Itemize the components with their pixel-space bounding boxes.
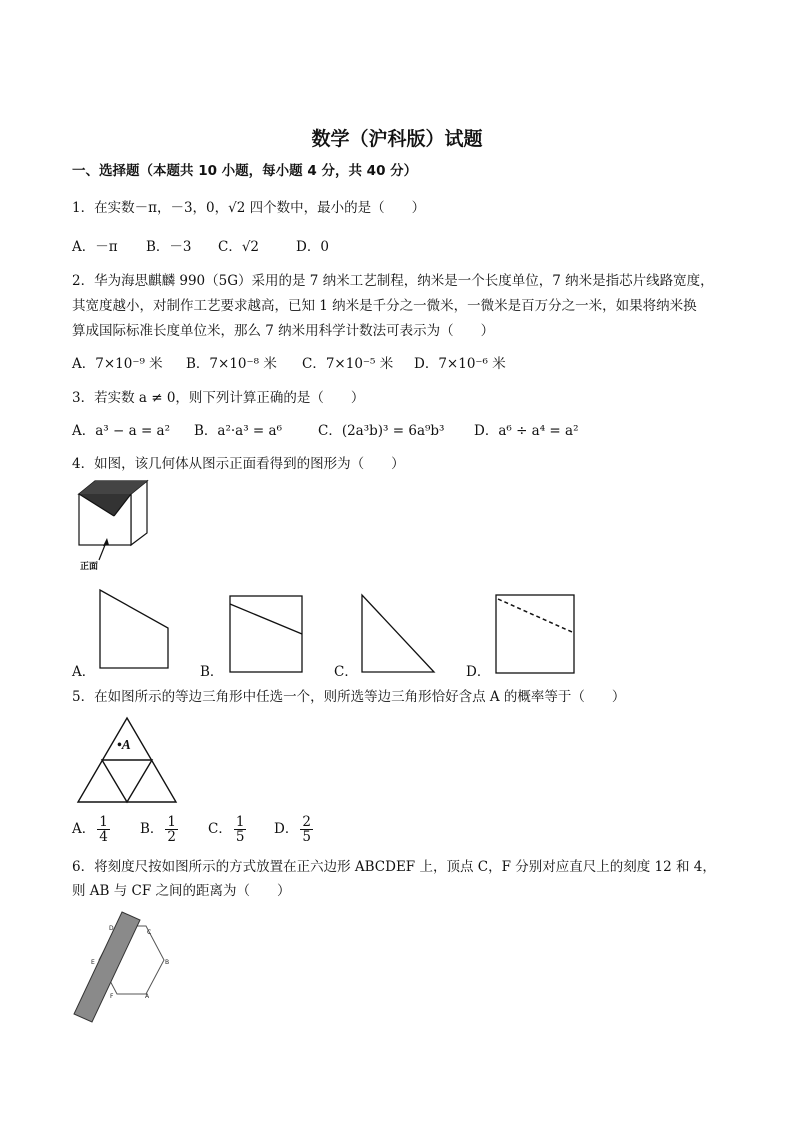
q3-option-a: A．a³ − a = a²: [72, 423, 171, 439]
q5-option-a-letter: A．: [72, 821, 96, 837]
page-title: 数学（沪科版）试题: [311, 128, 483, 150]
q2-option-b: B．7×10⁻⁸ 米: [186, 356, 277, 372]
denominator: 4: [99, 829, 108, 845]
q2-line-2: 其宽度越小，对制作工艺要求越高，已知 1 纳米是千分之一微米，一微米是百万分之一米，如果将纳米换: [72, 298, 697, 314]
q4-stem: 4．如图，该几何体从图示正面看得到的图形为（ ）: [72, 456, 405, 472]
hex-label-e: E: [91, 959, 95, 966]
hex-label-d: D: [109, 925, 114, 932]
hex-label-f: F: [110, 993, 114, 1000]
q2-line-1: 2．华为海思麒麟 990（5G）采用的是 7 纳米工艺制程，纳米是一个长度单位，7 纳米是指芯片线路宽度，: [72, 273, 714, 289]
q5-option-c-fraction: [234, 815, 247, 844]
q1-option-c: C．√2: [218, 239, 260, 255]
q5-option-d: [274, 815, 315, 844]
q1-option-a: A．－π: [72, 239, 118, 255]
q5-option-c: [208, 815, 248, 844]
q5-triangle-figure: [72, 714, 182, 806]
hex-label-a: A: [145, 993, 150, 1000]
q2-line-3: 算成国际标准长度单位米，那么 7 纳米用科学计数法可表示为（ ）: [72, 323, 495, 339]
numerator: 1: [235, 814, 245, 830]
q5-option-a-fraction: [97, 815, 110, 844]
q4-option-a-figure: [98, 588, 170, 670]
denominator: 2: [167, 829, 177, 845]
denominator: 5: [302, 829, 311, 845]
numerator: 1: [99, 814, 108, 830]
q4-option-a: A．: [72, 664, 96, 680]
q5-option-b-letter: B．: [140, 821, 164, 837]
q4-option-c: C．: [334, 664, 358, 680]
q1-stem: 1．在实数－π，－3，0，√2 四个数中，最小的是（ ）: [72, 200, 426, 216]
q6-ruler-hexagon-figure: [72, 908, 182, 1024]
q2-option-d: D．7×10⁻⁶ 米: [414, 356, 506, 372]
q5-stem: 5．在如图所示的等边三角形中任选一个，则所选等边三角形恰好含点 A 的概率等于（ ）: [72, 689, 626, 705]
q5-option-d-fraction: [300, 815, 313, 844]
q5-option-a: [72, 815, 112, 844]
hex-label-c: C: [147, 929, 152, 936]
q4-option-b-figure: [228, 594, 304, 674]
q4-option-d-figure: [494, 592, 576, 676]
q4-option-c-figure: [358, 592, 438, 676]
q2-option-a: A．7×10⁻⁹ 米: [72, 356, 163, 372]
hex-label-b: B: [165, 959, 170, 966]
q5-option-b-fraction: [165, 815, 178, 844]
front-view-label: 正面: [80, 562, 99, 572]
numerator: 1: [167, 814, 177, 830]
denominator: 5: [235, 829, 245, 845]
q4-option-d: D．: [466, 664, 491, 680]
section-heading: 一、选择题（本题共 10 小题，每小题 4 分，共 40 分）: [72, 163, 418, 179]
numerator: 2: [302, 814, 311, 830]
q4-option-b: B．: [200, 664, 224, 680]
q2-option-c: C．7×10⁻⁵ 米: [302, 356, 394, 372]
point-a-label: •A: [117, 737, 131, 752]
q3-option-b: B．a²·a³ = a⁶: [194, 423, 282, 439]
q3-stem: 3．若实数 a ≠ 0，则下列计算正确的是（ ）: [72, 390, 365, 406]
q6-line-1: 6．将刻度尺按如图所示的方式放置在正六边形 ABCDEF 上，顶点 C，F 分别对应直尺上的刻度 12 和 4，: [72, 859, 716, 875]
q1-option-d: D．0: [296, 239, 329, 255]
q1-option-b: B．－3: [146, 239, 192, 255]
q5-option-c-letter: C．: [208, 821, 232, 837]
q5-option-d-letter: D．: [274, 821, 299, 837]
q5-option-b: [140, 815, 180, 844]
q3-option-c: C．(2a³b)³ = 6a⁹b³: [318, 423, 445, 439]
q3-option-d: D．a⁶ ÷ a⁴ = a²: [474, 423, 579, 439]
q6-line-2: 则 AB 与 CF 之间的距离为（ ）: [72, 883, 291, 899]
